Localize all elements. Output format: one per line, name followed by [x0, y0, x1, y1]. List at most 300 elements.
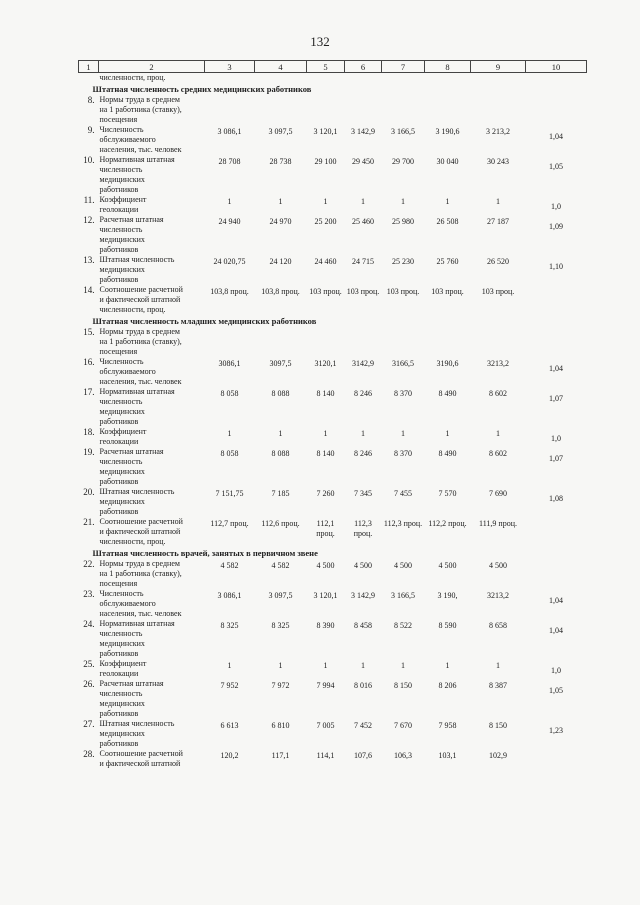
- ratio-cell: 1,05: [549, 162, 563, 171]
- row-number: 11.: [83, 195, 95, 205]
- value-cell: 3086,1: [218, 359, 241, 368]
- indicator-name-line: численности, проц.: [99, 73, 166, 82]
- ratio-cell: 1,05: [549, 686, 563, 695]
- value-cell: 1: [227, 429, 232, 438]
- indicator-name-line: численности, проц.: [99, 305, 166, 314]
- table-row: [79, 559, 587, 589]
- value-cell: 3213,2: [487, 359, 509, 368]
- value-cell: 4 500: [438, 561, 457, 570]
- value-cell: 4 500: [316, 561, 335, 570]
- value-cell: 1: [445, 197, 450, 206]
- indicator-name-line: медицинских: [99, 729, 145, 738]
- section-heading-row: [79, 83, 587, 95]
- value-cell: 1: [445, 429, 450, 438]
- indicator-name: [99, 517, 205, 547]
- indicator-name-line: Расчетная штатная: [99, 447, 164, 456]
- table-row: [79, 195, 587, 215]
- table-row: [79, 517, 587, 547]
- indicator-name-line: Штатная численность: [99, 487, 175, 496]
- section-title: Штатная численность врачей, занятых в первичном звене: [92, 548, 318, 558]
- indicator-name-line: медицинских: [99, 467, 145, 476]
- value-cell: 7 952: [220, 681, 239, 690]
- indicator-name-line: работников: [99, 245, 139, 254]
- value-cell: 106,3: [394, 751, 412, 760]
- row-number: 14.: [83, 285, 95, 295]
- value-cell: 24 460: [314, 257, 337, 266]
- value-cell: [307, 95, 345, 125]
- column-header: 2: [99, 61, 205, 73]
- value-cell: 8 088: [271, 389, 290, 398]
- indicator-name-line: работников: [99, 417, 139, 426]
- table-row: [79, 357, 587, 387]
- indicator-name: [99, 749, 205, 769]
- row-number: 22.: [83, 559, 95, 569]
- ratio-cell: 1,04: [549, 364, 563, 373]
- value-cell: 4 500: [354, 561, 372, 570]
- indicator-name-line: геолокации: [99, 669, 139, 678]
- ratio-cell: 1,0: [551, 202, 561, 211]
- indicator-name-line: на 1 работника (ставку),: [99, 569, 182, 578]
- column-header-row: [79, 61, 587, 73]
- ratio-cell: 1,10: [549, 262, 563, 271]
- value-cell: [382, 95, 425, 125]
- table-row: [79, 619, 587, 659]
- value-cell: 7 570: [438, 489, 457, 498]
- value-cell: 24 940: [218, 217, 241, 226]
- value-cell: 7 185: [271, 489, 290, 498]
- value-cell: 1: [401, 661, 405, 670]
- value-cell: 8 325: [271, 621, 290, 630]
- value-cell: 8 387: [489, 681, 507, 690]
- indicator-name-line: обслуживаемого: [99, 367, 156, 376]
- value-cell: 6 613: [220, 721, 239, 730]
- section-heading-row: [79, 315, 587, 327]
- ratio-cell: 1,04: [549, 626, 563, 635]
- indicator-name-line: Нормативная штатная: [99, 155, 175, 164]
- indicator-name-line: медицинских: [99, 265, 145, 274]
- value-cell: [471, 327, 526, 357]
- indicator-name-line: медицинских: [99, 497, 145, 506]
- value-cell: 3 166,5: [391, 591, 415, 600]
- row-number: 23.: [83, 589, 95, 599]
- indicator-name: [99, 387, 205, 427]
- ratio-cell: 1,0: [551, 666, 561, 675]
- ratio-cell: [526, 95, 587, 125]
- indicator-name-line: работников: [99, 709, 139, 718]
- row-number: 27.: [83, 719, 95, 729]
- value-cell: 1: [323, 197, 328, 206]
- value-cell: 3213,2: [487, 591, 509, 600]
- value-cell: 25 760: [436, 257, 459, 266]
- indicator-name-line: численности, проц.: [99, 537, 166, 546]
- indicator-name-line: Штатная численность: [99, 719, 175, 728]
- value-cell: 8 325: [220, 621, 239, 630]
- table-row: [79, 215, 587, 255]
- value-cell: 25 980: [392, 217, 414, 226]
- value-cell: 8 150: [489, 721, 507, 730]
- indicator-name-line: медицинских: [99, 639, 145, 648]
- indicator-name-line: посещения: [99, 115, 138, 124]
- table-row: [79, 447, 587, 487]
- column-header: 4: [255, 61, 307, 73]
- value-cell: 1: [496, 429, 500, 438]
- value-cell: 1: [496, 661, 500, 670]
- ratio-cell: 1,0: [551, 434, 561, 443]
- indicator-name-line: Коэффициент: [99, 427, 147, 436]
- value-cell: [307, 327, 345, 357]
- ratio-cell: [526, 285, 587, 315]
- indicator-name-line: Нормы труда в среднем: [99, 559, 180, 568]
- row-number: 12.: [83, 215, 95, 225]
- ratio-cell: 1,09: [549, 222, 563, 231]
- value-cell: [205, 327, 255, 357]
- value-cell: 112,7 проц.: [210, 519, 249, 528]
- section-title: Штатная численность средних медицинских работников: [92, 84, 312, 94]
- ratio-cell: 1,04: [549, 132, 563, 141]
- table-row: [79, 427, 587, 447]
- indicator-name-line: медицинских: [99, 235, 145, 244]
- indicator-name-line: работников: [99, 185, 139, 194]
- value-cell: 3 097,5: [268, 591, 293, 600]
- indicator-name-line: Коэффициент: [99, 195, 147, 204]
- value-cell: 1: [361, 661, 365, 670]
- value-cell: 103 проц.: [431, 287, 464, 296]
- value-cell: 1: [227, 197, 232, 206]
- value-cell: 8 206: [438, 681, 457, 690]
- indicator-name-line: численность: [99, 225, 143, 234]
- value-cell: 24 715: [352, 257, 374, 266]
- value-cell: 28 708: [218, 157, 241, 166]
- value-cell: 8 602: [489, 449, 507, 458]
- row-number: 24.: [83, 619, 95, 629]
- value-cell: 102,9: [489, 751, 507, 760]
- table-row: [79, 95, 587, 125]
- table-row: [79, 387, 587, 427]
- value-cell: 4 582: [271, 561, 290, 570]
- ratio-cell: 1,07: [549, 454, 563, 463]
- value-cell: 112,3 проц.: [383, 519, 423, 528]
- value-cell: 3142,9: [352, 359, 374, 368]
- value-cell: 8 490: [438, 389, 457, 398]
- value-cell: 7 260: [316, 489, 335, 498]
- indicator-name: [99, 125, 205, 155]
- value-cell: 4 500: [489, 561, 507, 570]
- table-row: [79, 749, 587, 769]
- value-cell: 107,6: [354, 751, 372, 760]
- value-cell: 1: [361, 429, 365, 438]
- value-cell: 30 040: [436, 157, 459, 166]
- section-title: Штатная численность младших медицинских работников: [92, 316, 317, 326]
- indicator-name-line: работников: [99, 507, 139, 516]
- value-cell: 4 500: [394, 561, 412, 570]
- indicator-name-line: Соотношение расчетной: [99, 517, 183, 526]
- indicator-name-line: и фактической штатной: [99, 759, 181, 768]
- indicator-name: [99, 447, 205, 487]
- row-number: 17.: [83, 387, 95, 397]
- indicator-name-line: медицинских: [99, 699, 145, 708]
- value-cell: 111,9 проц.: [479, 519, 517, 528]
- value-cell: 3190,6: [436, 359, 459, 368]
- row-number: [79, 73, 99, 84]
- value-cell: 103 проц.: [346, 287, 380, 296]
- value-cell: 3 120,1: [313, 127, 338, 136]
- value-cell: 26 508: [436, 217, 459, 226]
- indicator-name-line: Соотношение расчетной: [99, 749, 183, 758]
- indicator-name: [99, 659, 205, 679]
- value-cell: 1: [445, 661, 450, 670]
- indicator-name: [99, 589, 205, 619]
- value-cell: 3097,5: [269, 359, 292, 368]
- value-cell: 1: [401, 429, 405, 438]
- value-cell: 8 458: [354, 621, 372, 630]
- ratio-cell: [526, 749, 587, 769]
- ratio-cell: [526, 559, 587, 589]
- value-cell: [345, 95, 382, 125]
- value-cell: 28 738: [269, 157, 292, 166]
- value-cell: 26 520: [487, 257, 509, 266]
- row-number: 21.: [83, 517, 95, 527]
- value-cell: 1: [227, 661, 232, 670]
- row-number: 13.: [83, 255, 95, 265]
- value-cell: 112,1 проц.: [316, 519, 335, 538]
- value-cell: [255, 327, 307, 357]
- value-cell: 3 190,: [437, 591, 458, 600]
- value-cell: 1: [496, 197, 500, 206]
- indicator-name: [99, 95, 205, 125]
- row-number: 18.: [83, 427, 95, 437]
- value-cell: 24 970: [269, 217, 292, 226]
- value-cell: 8 370: [394, 449, 412, 458]
- value-cell: 103,1: [438, 751, 457, 760]
- value-cell: [471, 95, 526, 125]
- value-cell: 1: [278, 197, 283, 206]
- value-cell: 8 140: [316, 389, 335, 398]
- indicator-name-line: численность: [99, 629, 143, 638]
- value-cell: 8 602: [489, 389, 507, 398]
- ratio-cell: 1,04: [549, 596, 563, 605]
- indicator-name: [99, 155, 205, 195]
- value-cell: 8 150: [394, 681, 412, 690]
- column-header: 8: [425, 61, 471, 73]
- value-cell: 120,2: [220, 751, 239, 760]
- indicator-name-line: и фактической штатной: [99, 527, 181, 536]
- value-cell: 103 проц.: [481, 287, 515, 296]
- value-cell: [205, 73, 255, 84]
- indicator-name-line: посещения: [99, 579, 138, 588]
- indicator-name-line: обслуживаемого: [99, 599, 156, 608]
- value-cell: [425, 327, 471, 357]
- indicator-name-line: на 1 работника (ставку),: [99, 337, 182, 346]
- table-row: [79, 589, 587, 619]
- value-cell: 3 120,1: [313, 591, 338, 600]
- value-cell: 8 058: [220, 449, 239, 458]
- indicator-name-line: обслуживаемого: [99, 135, 156, 144]
- value-cell: 7 690: [489, 489, 507, 498]
- value-cell: 112,3 проц.: [353, 519, 373, 538]
- table-row: [79, 155, 587, 195]
- row-number: 28.: [83, 749, 95, 759]
- staffing-table: [78, 60, 587, 769]
- indicator-name-line: Нормы труда в среднем: [99, 95, 180, 104]
- indicator-name-line: Расчетная штатная: [99, 215, 164, 224]
- indicator-name: [99, 487, 205, 517]
- value-cell: 3 213,2: [486, 127, 510, 136]
- row-number: 9.: [87, 125, 95, 135]
- column-header: 9: [471, 61, 526, 73]
- value-cell: 8 490: [438, 449, 457, 458]
- column-header: 10: [526, 61, 587, 73]
- value-cell: 1: [361, 197, 365, 206]
- value-cell: 103,8 проц.: [210, 287, 249, 296]
- value-cell: 8 370: [394, 389, 412, 398]
- indicator-name-line: Численность: [99, 357, 144, 366]
- value-cell: 8 390: [316, 621, 335, 630]
- value-cell: 25 230: [392, 257, 414, 266]
- value-cell: [255, 95, 307, 125]
- indicator-name-line: Численность: [99, 589, 144, 598]
- indicator-name-line: населения, тыс. человек: [99, 609, 182, 618]
- indicator-name-line: Соотношение расчетной: [99, 285, 183, 294]
- table-row: [79, 719, 587, 749]
- value-cell: 7 151,75: [215, 489, 244, 498]
- value-cell: 4 582: [220, 561, 239, 570]
- value-cell: 3 190,6: [435, 127, 460, 136]
- ratio-cell: 1,23: [549, 726, 563, 735]
- value-cell: 103 проц.: [386, 287, 420, 296]
- value-cell: 3 142,9: [351, 591, 375, 600]
- indicator-name: [99, 215, 205, 255]
- value-cell: [425, 73, 471, 84]
- indicator-name: [99, 285, 205, 315]
- table-row: [79, 327, 587, 357]
- value-cell: 8 590: [438, 621, 457, 630]
- ratio-cell: 1,08: [549, 494, 563, 503]
- indicator-name-line: работников: [99, 649, 139, 658]
- value-cell: 3 166,5: [391, 127, 415, 136]
- table-body: [79, 73, 587, 770]
- value-cell: 112,6 проц.: [261, 519, 300, 528]
- row-number: 19.: [83, 447, 95, 457]
- value-cell: 24 020,75: [213, 257, 246, 266]
- value-cell: 8 658: [489, 621, 507, 630]
- value-cell: 7 452: [354, 721, 372, 730]
- column-header: 6: [345, 61, 382, 73]
- indicator-name-line: Нормы труда в среднем: [99, 327, 180, 336]
- indicator-name-line: численность: [99, 165, 143, 174]
- value-cell: 29 100: [314, 157, 337, 166]
- section-heading-row: [79, 547, 587, 559]
- value-cell: 112,2 проц.: [428, 519, 467, 528]
- table-row: [79, 125, 587, 155]
- ratio-cell: [526, 327, 587, 357]
- indicator-name-line: посещения: [99, 347, 138, 356]
- column-header: 7: [382, 61, 425, 73]
- value-cell: 25 460: [352, 217, 374, 226]
- indicator-name-line: и фактической штатной: [99, 295, 181, 304]
- value-cell: 8 140: [316, 449, 335, 458]
- indicator-name-line: медицинских: [99, 175, 145, 184]
- value-cell: [345, 73, 382, 84]
- indicator-name-line: Нормативная штатная: [99, 619, 175, 628]
- indicator-name-line: численность: [99, 689, 143, 698]
- value-cell: 8 246: [354, 389, 372, 398]
- indicator-name-line: работников: [99, 477, 139, 486]
- value-cell: [382, 327, 425, 357]
- row-number: 25.: [83, 659, 95, 669]
- value-cell: 24 120: [269, 257, 292, 266]
- value-cell: 3 086,1: [217, 127, 242, 136]
- indicator-name-line: Численность: [99, 125, 144, 134]
- value-cell: 1: [323, 429, 328, 438]
- indicator-name: [99, 327, 205, 357]
- value-cell: 7 972: [271, 681, 290, 690]
- indicator-name-line: населения, тыс. человек: [99, 377, 182, 386]
- value-cell: [255, 73, 307, 84]
- value-cell: [205, 95, 255, 125]
- value-cell: 1: [278, 429, 283, 438]
- value-cell: 30 243: [487, 157, 509, 166]
- value-cell: 25 200: [314, 217, 337, 226]
- indicator-name: [99, 719, 205, 749]
- indicator-name-line: населения, тыс. человек: [99, 145, 182, 154]
- table-row: [79, 659, 587, 679]
- row-number: 20.: [83, 487, 95, 497]
- indicator-name-line: Расчетная штатная: [99, 679, 164, 688]
- table-row: [79, 285, 587, 315]
- indicator-name: [99, 559, 205, 589]
- value-cell: 114,1: [316, 751, 335, 760]
- value-cell: 29 450: [352, 157, 374, 166]
- row-number: 15.: [83, 327, 95, 337]
- value-cell: 3 142,9: [351, 127, 375, 136]
- table-row: [79, 679, 587, 719]
- value-cell: 8 522: [394, 621, 412, 630]
- indicator-name: [99, 427, 205, 447]
- value-cell: 1: [323, 661, 328, 670]
- page-number: 132: [310, 34, 330, 49]
- indicator-name-line: на 1 работника (ставку),: [99, 105, 182, 114]
- indicator-name-line: медицинских: [99, 407, 145, 416]
- indicator-name: [99, 619, 205, 659]
- indicator-name: [99, 195, 205, 215]
- value-cell: 7 005: [316, 721, 335, 730]
- value-cell: 27 187: [487, 217, 509, 226]
- value-cell: [382, 73, 425, 84]
- indicator-name: [99, 73, 205, 84]
- value-cell: [345, 327, 382, 357]
- value-cell: 103 проц.: [309, 287, 342, 296]
- row-number: 16.: [83, 357, 95, 367]
- value-cell: 8 058: [220, 389, 239, 398]
- value-cell: 6 810: [271, 721, 290, 730]
- column-header: 3: [205, 61, 255, 73]
- indicator-name: [99, 679, 205, 719]
- row-number: 8.: [87, 95, 95, 105]
- indicator-name: [99, 357, 205, 387]
- indicator-name-line: геолокации: [99, 205, 139, 214]
- value-cell: 7 670: [394, 721, 412, 730]
- value-cell: [307, 73, 345, 84]
- value-cell: 8 088: [271, 449, 290, 458]
- value-cell: 117,1: [271, 751, 290, 760]
- value-cell: 3166,5: [392, 359, 414, 368]
- value-cell: 7 994: [316, 681, 335, 690]
- indicator-name-line: Штатная численность: [99, 255, 175, 264]
- indicator-name-line: работников: [99, 739, 139, 748]
- value-cell: 7 958: [438, 721, 457, 730]
- indicator-name-line: работников: [99, 275, 139, 284]
- indicator-name-line: Нормативная штатная: [99, 387, 175, 396]
